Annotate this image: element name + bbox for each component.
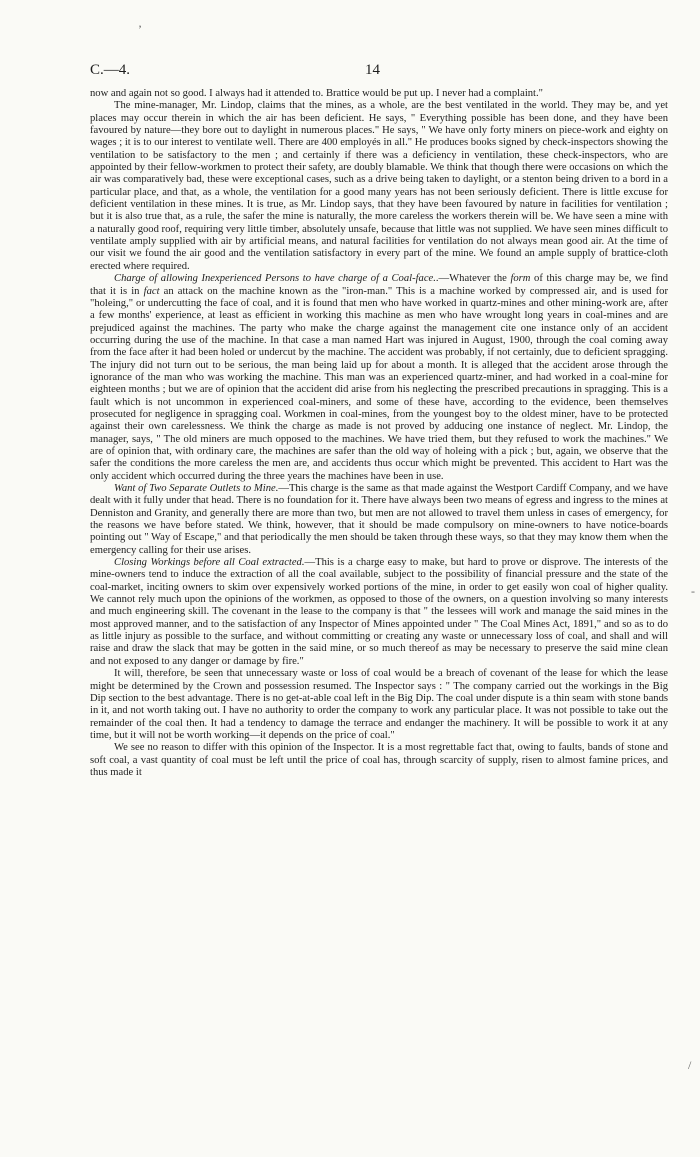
margin-mark-top: ’ [138, 22, 142, 36]
paragraph-two-outlets: Want of Two Separate Outlets to Mine.—This charge is the same as that made against the Westport Cardiff Company, and we have dealt with it fully under that head. There is no foundation for it. There have always been two means of egress and ingress to the mines at Denniston and Granity, and generally there are more than two, but men are not allowed to travel them unless in cases of emergency, for the reasons we have before stated. We think, however, that it should be made compulsory on mine-owners to have notice-boards pointing out " Way of Escape," and that periodically the men should be taken through these ways, so that they may know them when the emergency calling for their use arises. [90, 483, 668, 556]
paragraph-closing-workings: Closing Workings before all Coal extracted.—This is a charge easy to make, but hard to prove or disprove. The interests of the mine-owners tend to induce the extraction of all the coal available, subject to the possibility of financial pressure and the state of the coal-market, inciting owners to skim over expensively worked portions of the mine, in order to get easily won coal of higher quality. We cannot rely much upon the opinions of the workmen, as opposed to those of the owners, on a question involving so many interests and much engineering skill. The covenant in the lease to the company is that " the lessees will work and manage the said mines in the most approved manner, and to the satisfaction of any Inspector of Mines appointed under " The Coal Mines Act, 1891," and so as to do as little injury as possible to the surface, and without committing or creating any waste or unnecessary loss of coal, and shall and will raise and draw the slack that may be gotten in the said mine, or so much thereof as may be necessary to preserve the said mine clean and not exposed to any danger or damage by fire." [90, 557, 669, 667]
margin-mark-bottom: / [688, 1058, 692, 1072]
paragraph-inexperienced-persons: Charge of allowing Inexperienced Persons to have charge of a Coal-face..—Whatever the form of this charge may be, we find that it is in fact an attack on the machine known as the "iron-man." This is a machine worked by compressed air, and is used for "holeing," or undercutting the face of coal, and it is found that men who have worked in quartz-mines and other mining-work are, after a few months' experience, at least as efficient in working this machine as men who have wrought long years in coal-mines and are prejudiced against the machines. The party who make the charge against the management cite one instance only of an accident occurring during the use of the machine. In that case a man named Hart was injured in August, 1900, through the coal coming away from the face after it had been holed or undercut by the machine. The accident was probably, if not certainly, due to deficient spragging. The injury did not turn out to be serious, the man being laid up for about a month. It is alleged that the accident arose through the ignorance of the man who was working the machine. This man was an experienced quartz-miner, and had worked in a coal-mine for eighteen months ; but we are of opinion that the accident did arise from his neglecting the prescribed precautions in spragging. This is a fault which is not uncommon in experienced coal-miners, and some of these have, according to the evidence, been themselves prosecuted for negligence in spragging coal. Workmen in coal-mines, from the youngest boy to the oldest miner, have to be protected against their own carelessness. We think the charge as made is not proved by adducing one instance of neglect. Mr. Lindop, the manager, says, " The old miners are much opposed to the machines. We have tried them, but they refused to work the machines." We are of opinion that, with ordinary care, the machines are safer than the old way of holeing with a pick ; but, again, we observe that the safer the conditions the more careless the men are, and accidents thus occur which might be prevented. This accident to Hart was the only accident which occurred during the three years the machines have been in use. [90, 273, 669, 482]
paragraph-inspector-opinion: We see no reason to differ with this opinion of the Inspector. It is a most regrettable fact that, owing to faults, bands of stone and soft coal, a vast quantity of coal must be left until the price of coal has, through scarcity of supply, risen to almost famine prices, and thus made it [90, 742, 668, 778]
document-reference: C.—4. [90, 62, 131, 78]
document-page [90, 62, 668, 779]
section-heading-closing: Closing Workings before all Coal extracted. [114, 557, 305, 569]
section-heading-inexperienced: Charge of allowing Inexperienced Persons to have charge of a Coal-face. [114, 273, 436, 285]
page-number: 14 [365, 62, 380, 78]
paragraph-covenant-breach: It will, therefore, be seen that unnecessary waste or loss of coal would be a breach of covenant of the lease for which the lease might be determined by the Crown and possession resumed. The Inspector says : " The company carried out the workings in the Big Dip section to the best advantage. There is no get-at-able coal left in the Big Dip. The coal under dispute is a thin seam with stone bands in it, and not worth taking out. I have no authority to order the company to work any particular place. It was not possible to take out the remainder of the coal then. It had a tendency to damage the terrace and endanger the machinery. It will be possible to work it at any time, but it will not be worth working—it depends on the price of coal." [90, 668, 668, 741]
section-heading-outlets: Want of Two Separate Outlets to Mine. [114, 483, 279, 494]
page-header [90, 62, 668, 84]
margin-mark-middle: - [691, 584, 695, 598]
paragraph-mine-manager: The mine-manager, Mr. Lindop, claims that the mines, as a whole, are the best ventilated in the world. They may be, and yet places may occur therein in which the air has been deficient. He says, " Everything possible has been done, and they have been favoured by nature—they bore out to daylight in numerous places." He says, " We have only forty miners on piece-work and eighty on wages ; it is to our interest to ventilate well. There are 400 employés in all." He produces books signed by check-inspectors showing the ventilation to be satisfactory to the men ; and certainly if there was a deficiency in ventilation, these check-inspectors, who are appointed by their fellow-workmen to protect their safety, are doubly blamable. We think that though there were occasions on which the air was comparatively bad, these were exceptional cases, such as a drive being taken to daylight, or a stenton being driven to a bord in a particular place, and that, as a whole, the ventilation for a good many years has not been seriously deficient. There is little excuse for deficient ventilation in these mines. It is true, as Mr. Lindop says, that they have been favoured by nature in facilities for ventilation ; but it is also true that, as a rule, the safer the mine is naturally, the more careless the workers therein will be. We have seen a mine with a naturally good roof, requiring very little timber, absolutely unsafe, because that little was not supplied. We have seen mines difficult to ventilate amply supplied with air by artificial means, and natural facilities for ventilation do not always mean good air. At the time of our visit we found the air good and the ventilation satisfactory in every part of the mine. We found an ample supply of brattice-cloth erected where required. [90, 100, 668, 272]
body-text [90, 88, 668, 779]
paragraph-continuation: now and again not so good. I always had it attended to. Brattice would be put up. I never had a complaint." [90, 88, 543, 99]
